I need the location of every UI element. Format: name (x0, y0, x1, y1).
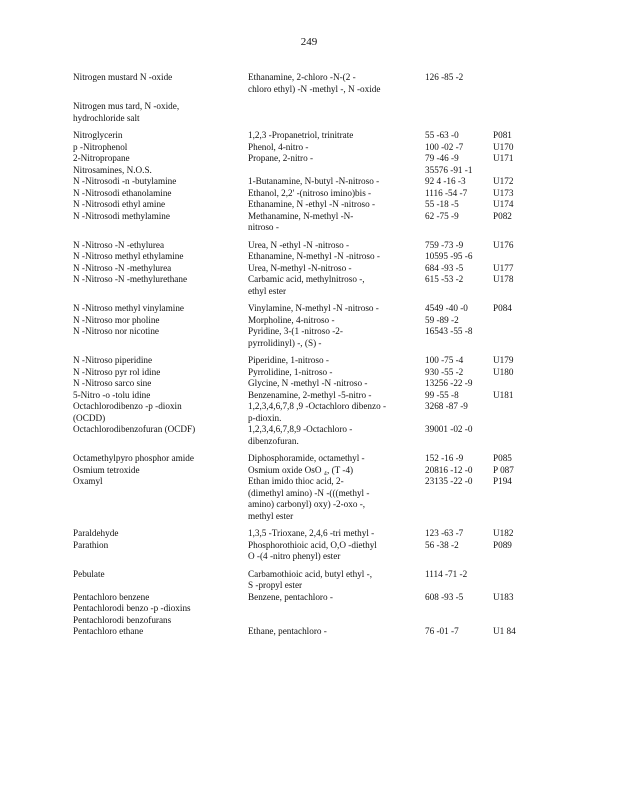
waste-code-line: P082 (493, 210, 512, 221)
waste-code-line: U1 84 (493, 626, 516, 636)
cas-number (425, 303, 491, 315)
chemical-name (248, 355, 420, 367)
entry-name (73, 378, 243, 390)
cas-number (425, 72, 491, 84)
chemical-name-line: ethyl ester (248, 285, 287, 296)
chemical-name (248, 476, 420, 522)
cas-number-line: 126 -85 -2 (425, 72, 464, 82)
chemical-name-line: Ethane, pentachloro - (248, 626, 327, 636)
cas-number (425, 528, 491, 540)
waste-code (493, 367, 533, 379)
entry-name-line: hydrochloride salt (73, 112, 140, 123)
cas-number-line: 39001 -02 -0 (425, 424, 473, 434)
chemical-name-line: chloro ethyl) -N -methyl -, N -oxide (248, 83, 381, 94)
chemical-name-line: Benzene, pentachloro - (248, 591, 333, 602)
waste-code (493, 274, 533, 286)
cas-number (425, 453, 491, 465)
chemical-name-line: amino) carbonyl) oxy) -2-oxo -, (248, 499, 366, 509)
chemical-name (248, 274, 420, 297)
chemical-name-line: Methanamine, N-methyl -N- (248, 210, 354, 221)
cas-number-line: 608 -93 -5 (425, 591, 464, 602)
entry-name-line: N -Nitroso mor pholine (73, 314, 160, 325)
chemical-name (248, 367, 420, 379)
cas-number-line: 930 -55 -2 (425, 366, 464, 377)
entry-name (73, 142, 243, 154)
chemical-name-line: Ethan imido thioc acid, 2- (248, 476, 344, 486)
cas-number-line: 55 -18 -5 (425, 199, 459, 209)
chemical-name (248, 240, 420, 252)
waste-code (493, 142, 533, 154)
chemical-name (248, 153, 420, 165)
cas-number-line: 4549 -40 -0 (425, 303, 468, 313)
chemical-name (248, 142, 420, 154)
entry-name-line: N -Nitroso methyl vinylamine (73, 303, 184, 313)
chemical-name-line: Ethanamine, N-methyl -N -nitroso - (248, 251, 380, 261)
waste-code (493, 188, 533, 200)
entry-name (73, 199, 243, 211)
chemical-name-line: 1,2,3 -Propanetriol, trinitrate (248, 130, 354, 140)
waste-code-line: U171 (493, 153, 514, 163)
cas-number (425, 378, 491, 390)
entry-name-line: Pentachlorodi benzo -p -dioxins (73, 603, 191, 613)
cas-number (425, 199, 491, 211)
chemical-name-line: 1,3,5 -Trioxane, 2,4,6 -tri methyl - (248, 528, 375, 538)
chemical-name-line: Morpholine, 4-nitroso - (248, 314, 335, 325)
entry-name-line: N -Nitroso nor nicotine (73, 326, 159, 336)
entry-name-line: 2-Nitropropane (73, 153, 130, 163)
entry-name-line: p -Nitrophenol (73, 141, 128, 152)
cas-number (425, 476, 491, 488)
chemical-name (248, 540, 420, 563)
entry-name (73, 390, 243, 402)
entry-name (73, 165, 243, 177)
waste-code (493, 465, 533, 477)
cas-number-line: 56 -38 -2 (425, 539, 459, 550)
chemical-name-line: dibenzofuran. (248, 435, 299, 446)
waste-code-line: U183 (493, 591, 514, 602)
chemical-name-line: methyl ester (248, 510, 294, 521)
entry-name-line: Pentachloro ethane (73, 626, 144, 636)
entry-name-line: Pentachlorodi benzofurans (73, 614, 172, 625)
cas-number-line: 100 -02 -7 (425, 141, 464, 152)
chemical-name-line: p-dioxin. (248, 412, 282, 423)
waste-code (493, 153, 533, 165)
cas-number (425, 592, 491, 604)
entry-name-line: N -Nitrosodi ethyl amine (73, 199, 166, 209)
cas-number-line: 100 -75 -4 (425, 355, 464, 365)
chemical-name-line: Benzenamine, 2-methyl -5-nitro - (248, 389, 372, 400)
entry-name (73, 569, 243, 581)
waste-code-line: U176 (493, 239, 514, 250)
entry-name (73, 153, 243, 165)
waste-code (493, 626, 533, 638)
cas-number-line: 1114 -71 -2 (425, 568, 468, 579)
cas-number (425, 355, 491, 367)
entry-name-line: N -Nitroso -N -methylurea (73, 262, 172, 273)
cas-number (425, 465, 491, 477)
entry-name-line: N -Nitroso piperidine (73, 355, 153, 365)
chemical-name-line: 1,2,3,4,6,7,8,9 -Octachloro - (248, 424, 353, 434)
waste-code-line: U178 (493, 274, 514, 284)
chemical-name-line: pyrrolidinyl) -, (S) - (248, 337, 322, 348)
entry-name (73, 240, 243, 252)
cas-number (425, 188, 491, 200)
chemical-name (248, 378, 420, 390)
chemical-name-line: S -propyl ester (248, 580, 303, 590)
chemical-name-line: Osmium oxide OsO ₄, (T -4) (248, 464, 354, 475)
cas-number (425, 211, 491, 223)
entry-name (73, 367, 243, 379)
chemical-name-line: Carbamic acid, methylnitroso -, (248, 274, 365, 284)
entry-name-line: N -Nitrosodi ethanolamine (73, 187, 172, 198)
entry-name (73, 626, 243, 638)
chemical-name-line: nitroso - (248, 222, 279, 232)
entry-name (73, 615, 243, 627)
chemical-name (248, 176, 420, 188)
entry-name (73, 101, 243, 124)
chemical-name-line: Urea, N-methyl -N-nitroso - (248, 262, 352, 273)
cas-number-line: 123 -63 -7 (425, 528, 464, 538)
entry-name (73, 528, 243, 540)
cas-number-line: 13256 -22 -9 (425, 378, 473, 388)
cas-number-line: 684 -93 -5 (425, 262, 464, 273)
entry-name (73, 251, 243, 263)
cas-number-line: 79 -46 -9 (425, 153, 459, 163)
cas-number (425, 367, 491, 379)
entry-name-line: Oxamyl (73, 476, 103, 486)
waste-code (493, 528, 533, 540)
waste-code-line: U179 (493, 355, 514, 365)
chemical-name (248, 303, 420, 315)
cas-number (425, 251, 491, 263)
waste-code-line: U174 (493, 199, 514, 209)
entry-name (73, 453, 243, 465)
chemical-name-line: Ethanol, 2,2' -(nitroso imino)bis - (248, 187, 372, 198)
cas-number-line: 62 -75 -9 (425, 210, 459, 221)
waste-code (493, 211, 533, 223)
cas-number (425, 424, 491, 436)
chemical-name (248, 130, 420, 142)
waste-code (493, 390, 533, 402)
cas-number (425, 540, 491, 552)
cas-number-line: 92 4 -16 -3 (425, 176, 466, 186)
cas-number (425, 315, 491, 327)
chemical-name-line: O -(4 -nitro phenyl) ester (248, 551, 341, 561)
chemical-name-line: Phosphorothioic acid, O,O -diethyl (248, 539, 377, 550)
chemical-name-line: Piperidine, 1-nitroso - (248, 355, 329, 365)
waste-code-line: U181 (493, 389, 514, 400)
entry-name (73, 592, 243, 604)
cas-number (425, 326, 491, 338)
waste-code-line: P085 (493, 453, 512, 463)
cas-number (425, 240, 491, 252)
chemical-name-line: Phenol, 4-nitro - (248, 141, 309, 152)
cas-number-line: 152 -16 -9 (425, 453, 464, 463)
cas-number-line: 16543 -55 -8 (425, 326, 473, 336)
waste-code (493, 199, 533, 211)
entry-name (73, 72, 243, 84)
entry-name-line: Parathion (73, 539, 109, 550)
entry-name (73, 603, 243, 615)
cas-number (425, 165, 491, 177)
chemical-name (248, 326, 420, 349)
waste-code (493, 176, 533, 188)
chemical-name-line: Ethanamine, 2-chloro -N-(2 - (248, 72, 356, 82)
chemical-name-line: 1,2,3,4,6,7,8 ,9 -Octachloro dibenzo - (248, 401, 387, 411)
cas-number (425, 401, 491, 413)
chemical-name (248, 626, 420, 638)
chemical-name (248, 72, 420, 95)
chemical-name (248, 453, 420, 465)
entry-name (73, 401, 243, 424)
entry-name (73, 465, 243, 477)
cas-number-line: 55 -63 -0 (425, 130, 459, 140)
cas-number (425, 142, 491, 154)
entry-name-line: Nitroglycerin (73, 130, 123, 140)
entry-name-line: Octachlorodibenzofuran (OCDF) (73, 424, 196, 434)
cas-number-line: 615 -53 -2 (425, 274, 464, 284)
entry-name (73, 315, 243, 327)
waste-code (493, 240, 533, 252)
entry-name (73, 326, 243, 338)
entry-name-line: Nitrogen mus tard, N -oxide, (73, 101, 180, 111)
chemical-name-line: Ethanamine, N -ethyl -N -nitroso - (248, 199, 376, 209)
entry-name-line: Paraldehyde (73, 528, 119, 538)
entry-name-line: N -Nitroso -N -ethylurea (73, 239, 165, 250)
chemical-name-line: Vinylamine, N-methyl -N -nitroso - (248, 303, 379, 313)
waste-code (493, 355, 533, 367)
chemical-name-line: Diphosphoramide, octamethyl - (248, 453, 365, 463)
cas-number (425, 274, 491, 286)
entry-name (73, 540, 243, 552)
cas-number-line: 1116 -54 -7 (425, 187, 468, 198)
chemical-name (248, 211, 420, 234)
waste-code-line: U170 (493, 141, 514, 152)
chemical-name-line: 1-Butanamine, N-butyl -N-nitroso - (248, 176, 380, 186)
waste-code (493, 592, 533, 604)
chemical-name (248, 188, 420, 200)
cas-number (425, 153, 491, 165)
cas-number-line: 3268 -87 -9 (425, 401, 468, 411)
cas-number-line: 23135 -22 -0 (425, 476, 473, 486)
entry-name (73, 355, 243, 367)
entry-name (73, 130, 243, 142)
entry-name-line: Octachlorodibenzo -p -dioxin (73, 401, 182, 411)
chemical-name (248, 528, 420, 540)
waste-code (493, 453, 533, 465)
chemical-name-line: Pyridine, 3-(1 -nitroso -2- (248, 326, 343, 336)
chemical-name (248, 401, 420, 424)
cas-number-line: 759 -73 -9 (425, 239, 464, 250)
chemical-name-line: Glycine, N -methyl -N -nitroso - (248, 378, 368, 388)
entry-name-line: N -Nitroso methyl ethylamine (73, 251, 184, 261)
chemical-name (248, 315, 420, 327)
entry-name-line: Pebulate (73, 568, 105, 579)
chemical-name (248, 569, 420, 592)
entry-name-line: Pentachloro benzene (73, 591, 150, 602)
chemical-name (248, 251, 420, 263)
chemical-name-line: Carbamothioic acid, butyl ethyl -, (248, 568, 372, 579)
cas-number (425, 626, 491, 638)
waste-code (493, 263, 533, 275)
cas-number (425, 130, 491, 142)
chemical-name (248, 263, 420, 275)
entry-name (73, 188, 243, 200)
cas-number (425, 390, 491, 402)
entry-name-line: N -Nitroso sarco sine (73, 378, 152, 388)
chemical-name (248, 424, 420, 447)
cas-number (425, 263, 491, 275)
entry-name (73, 303, 243, 315)
cas-number-line: 99 -55 -8 (425, 389, 459, 400)
waste-code-line: P089 (493, 539, 512, 550)
waste-code (493, 476, 533, 488)
chemical-name (248, 199, 420, 211)
waste-code (493, 303, 533, 315)
waste-code-line: P081 (493, 130, 512, 140)
chemical-name-line: Pyrrolidine, 1-nitroso - (248, 366, 333, 377)
entry-name-line: 5-Nitro -o -tolu idine (73, 389, 151, 400)
cas-number-line: 20816 -12 -0 (425, 464, 473, 475)
waste-code-line: P 087 (493, 464, 514, 475)
entry-name (73, 476, 243, 488)
entry-name-line: Octamethylpyro phosphor amide (73, 453, 194, 463)
waste-code-line: U180 (493, 366, 514, 377)
entry-name-line: Osmium tetroxide (73, 464, 140, 475)
chemical-name-line: Urea, N -ethyl -N -nitroso - (248, 239, 350, 250)
waste-code-line: U182 (493, 528, 514, 538)
entry-name-line: N -Nitrosodi methylamine (73, 210, 170, 221)
waste-code-line: U173 (493, 187, 514, 198)
waste-code-line: U172 (493, 176, 514, 186)
chemical-name (248, 465, 420, 477)
cas-number-line: 10595 -95 -6 (425, 251, 473, 261)
waste-code-line: P084 (493, 303, 512, 313)
waste-code-line: P194 (493, 476, 512, 486)
chemical-name (248, 390, 420, 402)
entry-name-line: N -Nitroso -N -methylurethane (73, 274, 188, 284)
waste-code (493, 130, 533, 142)
cas-number-line: 59 -89 -2 (425, 314, 459, 325)
chemical-name-line: Propane, 2-nitro - (248, 153, 314, 163)
entry-name (73, 211, 243, 223)
chemical-name-line: (dimethyl amino) -N -(((methyl - (248, 487, 370, 498)
entry-name-line: N -Nitroso pyr rol idine (73, 366, 161, 377)
cas-number-line: 35576 -91 -1 (425, 164, 473, 175)
entry-name (73, 176, 243, 188)
chemical-name (248, 592, 420, 604)
entry-name-line: (OCDD) (73, 412, 106, 423)
entry-name-line: Nitrogen mustard N -oxide (73, 72, 173, 82)
cas-number (425, 176, 491, 188)
entry-name-line: N -Nitrosodi -n -butylamine (73, 176, 177, 186)
entry-name (73, 274, 243, 286)
page-number: 249 (300, 36, 318, 48)
cas-number (425, 569, 491, 581)
entry-name (73, 424, 243, 436)
entry-name-line: Nitrosamines, N.O.S. (73, 164, 152, 175)
waste-code-line: U177 (493, 262, 514, 273)
waste-code (493, 540, 533, 552)
cas-number-line: 76 -01 -7 (425, 626, 459, 636)
entry-name (73, 263, 243, 275)
